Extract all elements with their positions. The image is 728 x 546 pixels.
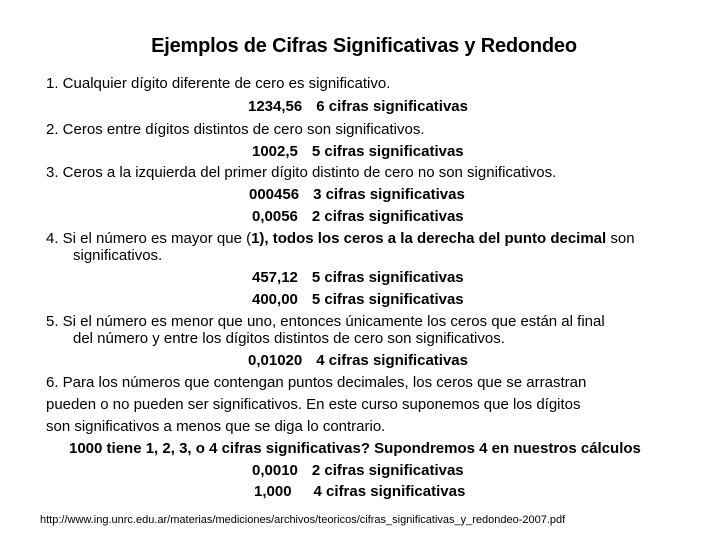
rule-6-bold-note: 1000 tiene 1, 2, 3, o 4 cifras significativas? Supondremos 4 en nuestros cálculos xyxy=(69,440,641,457)
example-digits: 3 cifras significativas xyxy=(313,186,465,203)
example-7 xyxy=(248,352,468,369)
example-1 xyxy=(248,98,468,115)
example-digits: 2 cifras significativas xyxy=(311,208,464,225)
rule-5: 5. Si el número es menor que uno, entonces únicamente los ceros que están al final xyxy=(46,313,605,330)
example-digits: 5 cifras significativas xyxy=(311,269,464,286)
example-number: 400,00 xyxy=(252,291,298,308)
example-number: 1002,5 xyxy=(252,143,298,160)
example-digits: 6 cifras significativas xyxy=(316,98,468,115)
rule-6-line-1: 6. Para los números que contengan puntos decimales, los ceros que se arrastran xyxy=(46,374,587,391)
example-3 xyxy=(249,186,465,203)
rule-4-continuation: significativos. xyxy=(73,247,163,264)
example-8 xyxy=(252,462,464,479)
rule-4-end: son xyxy=(606,230,635,247)
example-number: 0,0056 xyxy=(252,208,298,225)
rule-2: 2. Ceros entre dígitos distintos de cero son significativos. xyxy=(46,121,425,138)
example-digits: 5 cifras significativas xyxy=(311,291,464,308)
page-title: Ejemplos de Cifras Significativas y Redondeo xyxy=(151,35,577,57)
example-number: 457,12 xyxy=(252,269,298,286)
example-digits: 5 cifras significativas xyxy=(311,143,464,160)
example-4 xyxy=(252,208,464,225)
example-5 xyxy=(252,269,464,286)
rule-6-line-3: son significativos a menos que se diga lo contrario. xyxy=(46,418,386,435)
example-digits: 4 cifras significativas xyxy=(316,352,468,369)
rule-4-bold: 1), todos los ceros a la derecha del punto decimal xyxy=(251,230,607,247)
rule-5-continuation: del número y entre los dígitos distintos de cero son significativos. xyxy=(73,330,505,347)
rule-4 xyxy=(46,230,635,247)
example-number: 1234,56 xyxy=(248,98,303,115)
rule-4-text: 4. Si el número es mayor que ( xyxy=(46,230,252,247)
example-number: 0,01020 xyxy=(248,352,303,369)
example-digits: 4 cifras significativas xyxy=(313,483,466,500)
example-number: 000456 xyxy=(249,186,300,203)
example-2 xyxy=(252,143,464,160)
rule-3: 3. Ceros a la izquierda del primer dígito distinto de cero no son significativos. xyxy=(46,164,557,181)
example-digits: 2 cifras significativas xyxy=(311,462,464,479)
example-6 xyxy=(252,291,464,308)
rule-6-line-2: pueden o no pueden ser significativos. En este curso suponemos que los dígitos xyxy=(46,396,581,413)
example-number: 0,0010 xyxy=(252,462,298,479)
rule-1: 1. Cualquier dígito diferente de cero es significativo. xyxy=(46,75,391,92)
example-9 xyxy=(254,483,465,500)
source-url: http://www.ing.unrc.edu.ar/materias/mediciones/archivos/teoricos/cifras_significativas_y_redondeo-2007.pdf xyxy=(40,514,566,526)
example-number: 1,000 xyxy=(254,483,292,500)
